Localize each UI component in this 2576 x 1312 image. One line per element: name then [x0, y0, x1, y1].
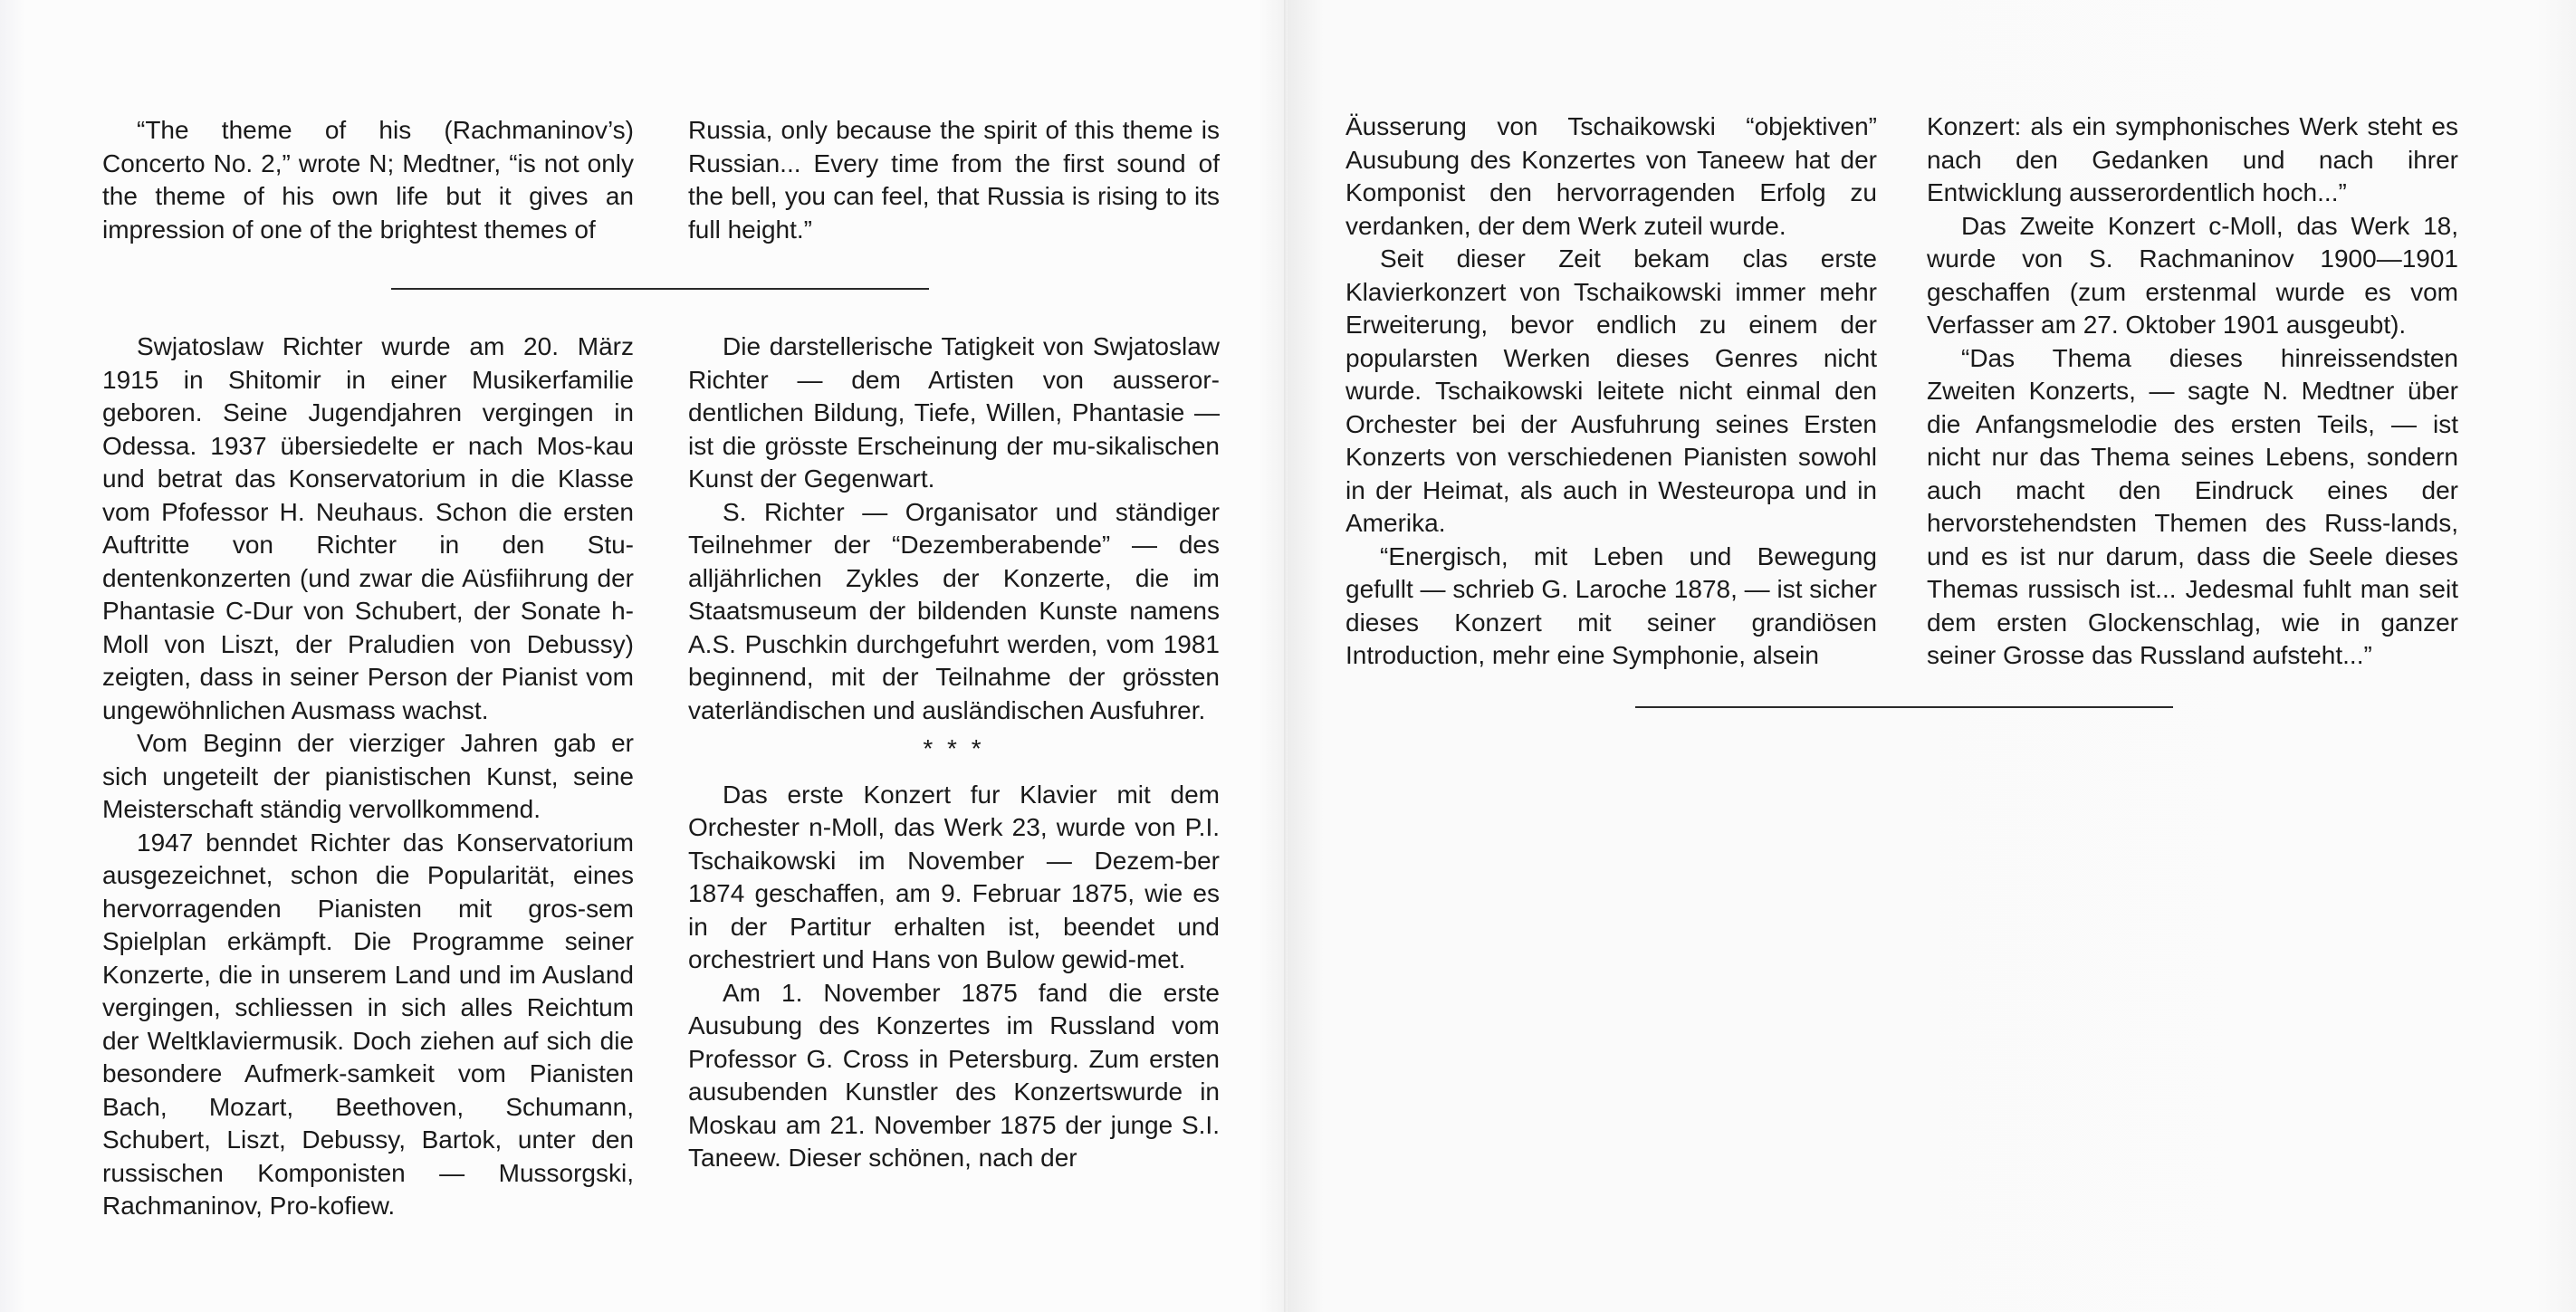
quote-text-part-2: Russia, only because the spirit of this theme is Russian... Every time from the first sound of the bell, you can feel, that Russia is rising to its full height.” [688, 116, 1220, 244]
right-page [1288, 0, 2576, 1312]
paragraph: “Das Thema dieses hinreissendsten Zweiten Konzerts, — sagte N. Medtner über die Anfangsmelodie des ersten Teils, — ist nicht nur das Thema seines Lebens, sondern auch macht den Eindruck eines der hervorstehendsten Themen des Russ-lands, und es ist nur darum, dass die Seele dieses Themas russisch ist... Jedesmal fuhlt man seit dem ersten Glockenschlag, wie in ganzer seiner Grosse das Russland aufsteht...” [1927, 343, 2458, 669]
paragraph: Seit dieser Zeit bekam clas erste Klavierkonzert von Tschaikowski immer mehr Erweiterung, bevor endlich zu einem der popularsten Werken dieses Genres nicht wurde. Tschaikowski leitete nicht einmal den Orchester bei der Ausfuhrung seines Ersten Konzerts von verschiedenen Pianisten sowohl in der Heimat, als auch in Westeuropa und in Amerika. [1345, 244, 1877, 537]
section-separator: * * * [923, 734, 985, 762]
left-quote-column-1 [102, 114, 634, 246]
right-divider-rule [1635, 706, 2173, 708]
right-column-2 [1927, 110, 2458, 673]
quote-text-part-1: “The theme of his (Rachmaninov’s) Concerto No. 2,” wrote N; Medtner, “is not only the theme of his own life but it gives an impression of one of the brightest themes of [102, 116, 634, 244]
paragraph: 1947 benndet Richter das Konservatorium ausgezeichnet, schon die Popularität, eines hervorragenden Pianisten mit gros-sem Spielplan erkämpft. Die Programme seiner Konzerte, die in unserem Land und im Ausland vergingen, schliessen in sich alles Reichtum der Weltklaviermusik. Doch ziehen auf sich die besondere Aufmerk-samkeit vom Pianisten Bach, Mozart, Beethoven, Schumann, Schubert, Liszt, Debussy, Bartok, unter den russischen Komponisten — Mussorgski, Rachmaninov, Pro-kofiew. [102, 828, 634, 1220]
left-column-2 [688, 330, 1220, 1175]
paragraph: Das erste Konzert fur Klavier mit dem Orchester n-Moll, das Werk 23, wurde von P.I. Tschaikowski im November — Dezem-ber 1874 geschaffen, am 9. Februar 1875, wie es in der Partitur erhalten ist, beendet und orchestriert und Hans von Bulow gewid-met. [688, 780, 1220, 973]
right-column-1 [1345, 110, 1877, 673]
paragraph: Die darstellerische Tatigkeit von Swjatoslaw Richter — dem Artisten von ausseror-dentlichen Bildung, Tiefe, Willen, Phantasie — ist die grösste Erscheinung der mu-sikalischen Kunst der Gegenwart. [688, 332, 1220, 493]
paragraph: Das Zweite Konzert c-Moll, das Werk 18, wurde von S. Rachmaninov 1900—1901 geschaffen (zum erstenmal wurde es vom Verfasser am 27. Oktober 1901 ausgeubt). [1927, 211, 2458, 339]
paragraph: Äusserung von Tschaikowski “objektiven” Ausubung des Konzertes von Taneew hat der Komponist den hervorragenden Erfolg zu verdanken, der dem Werk zuteil wurde. [1345, 112, 1877, 240]
paragraph: Swjatoslaw Richter wurde am 20. März 1915 in Shitomir in einer Musikerfamilie geboren. Seine Jugendjahren vergingen in Odessa. 1937 übersiedelte er nach Mos-kau und betrat das Konservatorium in die Klasse vom Pfofessor H. Neuhaus. Schon die ersten Auftritte von Richter in den Stu-dentenkonzerten (und zwar die Aüsfiihrung der Phantasie C-Dur von Schubert, der Sonate h-Moll von Liszt, der Praludien von Debussy) zeigten, dass in seiner Person der Pianist vom ungewöhnlichen Ausmass wachst. [102, 332, 634, 724]
left-quote-column-2 [688, 114, 1220, 246]
left-column-1 [102, 330, 634, 1223]
paragraph: “Energisch, mit Leben und Bewegung gefullt — schrieb G. Laroche 1878, — ist sicher dieses Konzert mit seiner grandiösen Introduction, mehr eine Symphonie, alsein [1345, 541, 1877, 669]
paragraph: Konzert: als ein symphonisches Werk steht es nach den Gedanken und nach ihrer Entwicklung ausserordentlich hoch...” [1927, 112, 2458, 206]
paragraph: Vom Beginn der vierziger Jahren gab er sich ungeteilt der pianistischen Kunst, seine Meisterschaft ständig vervollkommend. [102, 729, 634, 823]
left-divider-rule [391, 288, 929, 290]
paragraph: Am 1. November 1875 fand die erste Ausubung des Konzertes im Russland vom Professor G. Cross in Petersburg. Zum ersten ausubenden Kunstler des Konzertswurde in Moskau am 21. November 1875 der junge S.I. Taneew. Dieser schönen, nach der [688, 978, 1220, 1172]
paragraph: S. Richter — Organisator und ständiger Teilnehmer der “Dezemberabende” — des alljährlichen Zykles der Konzerte, die im Staatsmuseum der bildenden Kunste namens A.S. Puschkin durchgefuhrt werden, vom 1981 beginnend, mit der Teilnahme der grössten vaterländischen und ausländischen Ausfuhrer. [688, 497, 1220, 724]
